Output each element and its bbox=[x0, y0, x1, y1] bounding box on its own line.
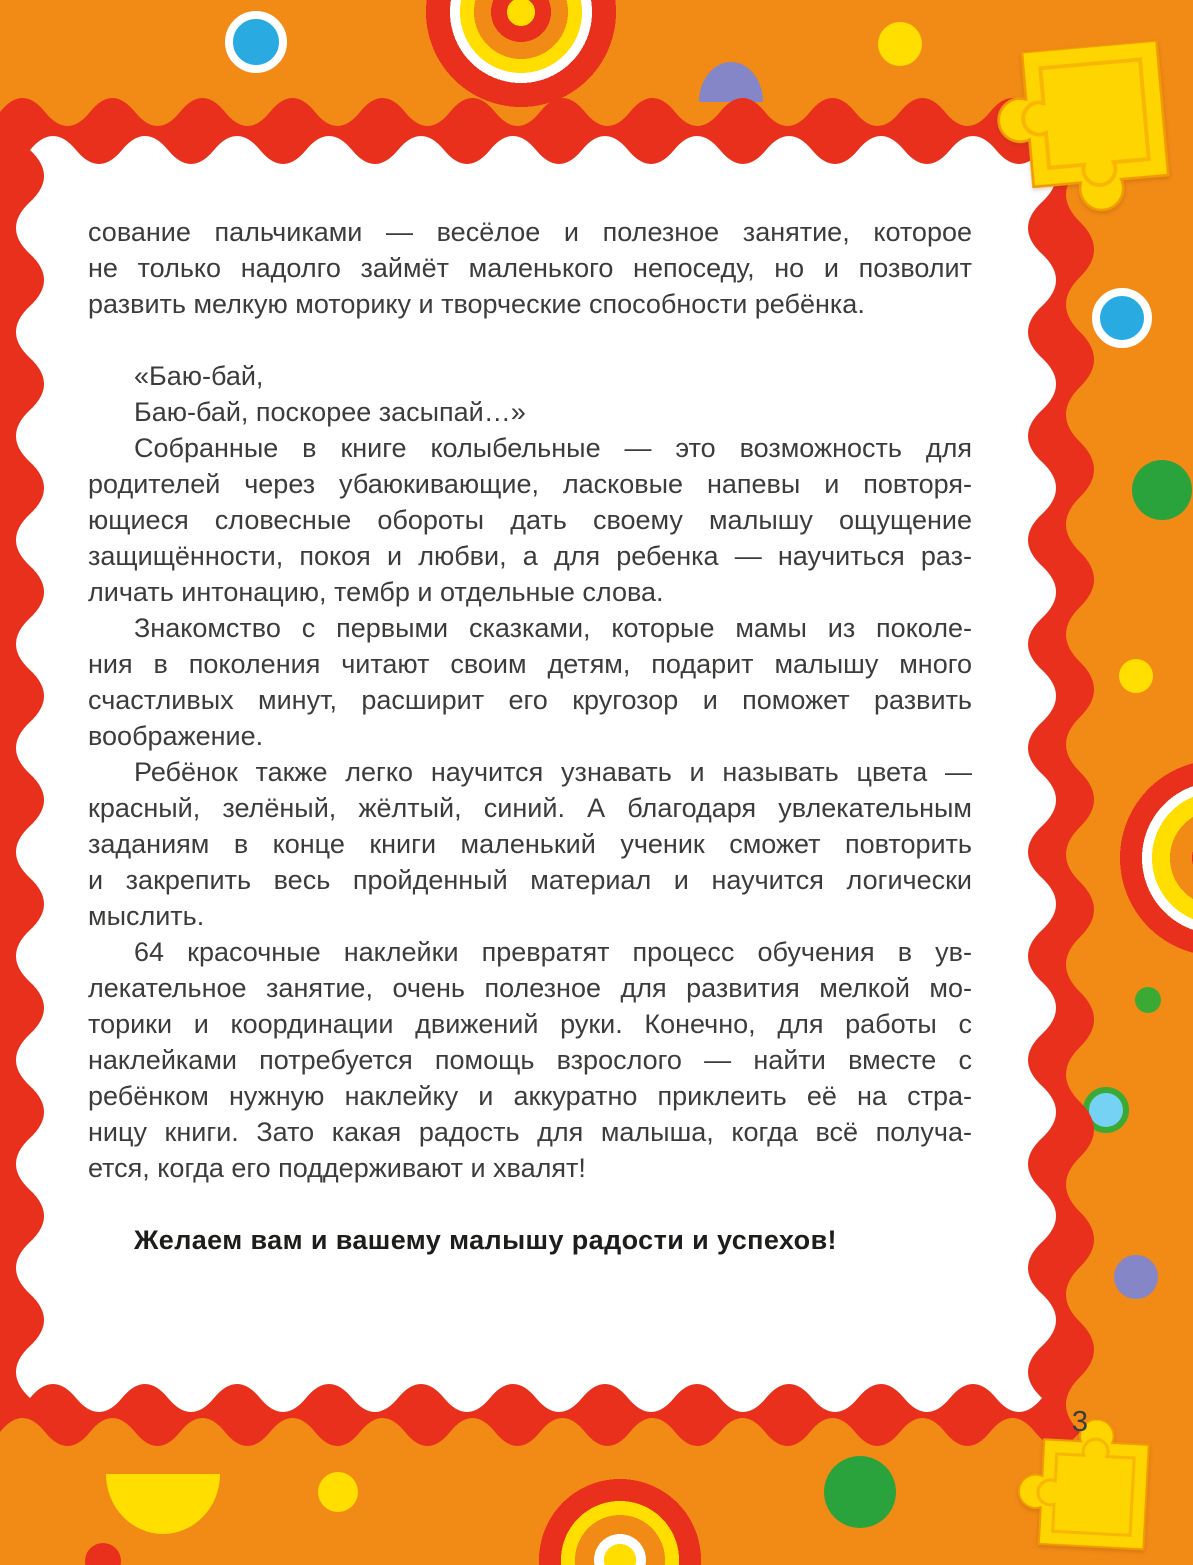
text-line: торики и координации движений руки. Конечно, для работы с bbox=[88, 1009, 972, 1039]
text-line: ется, когда его поддерживают и хвалят! bbox=[88, 1153, 586, 1183]
text-line: ницу книги. Зато какая радость для малыша, когда всё получа- bbox=[88, 1117, 972, 1147]
paragraph bbox=[88, 430, 972, 610]
text-line: заданиям в конце книги маленький ученик сможет повторить bbox=[88, 829, 972, 859]
text-line: воображение. bbox=[88, 721, 264, 751]
text-line: и закрепить весь пройденный материал и научится логически bbox=[88, 865, 972, 895]
paragraph bbox=[88, 754, 972, 934]
paragraph bbox=[88, 214, 972, 322]
text-line: Ребёнок также легко научится узнавать и называть цвета — bbox=[134, 757, 972, 787]
text-line: ребёнком нужную наклейку и аккуратно приклеить её на стра- bbox=[88, 1081, 972, 1111]
text-line: развить мелкую моторику и творческие способности ребёнка. bbox=[88, 289, 865, 319]
text-line: Собранные в книге колыбельные — это возможность для bbox=[134, 433, 972, 463]
text-line: счастливых минут, расширит его кругозор и поможет развить bbox=[88, 685, 972, 715]
paragraph bbox=[88, 610, 972, 754]
text-line: Знакомство с первыми сказками, которые мамы из поколе- bbox=[134, 613, 972, 643]
puzzle-piece-icon bbox=[968, 40, 1178, 225]
text-line: Желаем вам и вашему малышу радости и успехов! bbox=[134, 1225, 837, 1255]
text-line: защищённости, покоя и любви, а для ребенка — научиться раз- bbox=[88, 541, 972, 571]
text-line: Баю-бай, поскорее засыпай…» bbox=[134, 397, 526, 427]
text-line: наклейками потребуется помощь взрослого — найти вместе с bbox=[88, 1045, 972, 1075]
text-line: лекательное занятие, очень полезное для развития мелкой мо- bbox=[88, 973, 972, 1003]
text-line: личать интонацию, тембр и отдельные слова. bbox=[88, 577, 664, 607]
paragraph bbox=[88, 934, 972, 1186]
paragraph bbox=[88, 358, 972, 430]
text-line: «Баю-бай, bbox=[134, 361, 264, 391]
text-line: родителей через убаюкивающие, ласковые напевы и повторя- bbox=[88, 469, 972, 499]
text-line: красный, зелёный, жёлтый, синий. А благодаря увлекательным bbox=[88, 793, 972, 823]
page-number: 3 bbox=[1071, 1406, 1089, 1438]
page-text bbox=[88, 214, 972, 1258]
text-line: ющиеся словесные обороты дать своему малышу ощущение bbox=[88, 505, 972, 535]
text-line: 64 красочные наклейки превратят процесс обучения в ув- bbox=[134, 937, 972, 967]
text-line: не только надолго займёт маленького непоседу, но и позволит bbox=[88, 253, 972, 283]
paragraph bbox=[88, 1222, 972, 1258]
text-line: ния в поколения читают своим детям, подарит малышу много bbox=[88, 649, 972, 679]
text-line: сование пальчиками — весёлое и полезное занятие, которое bbox=[88, 217, 972, 247]
text-line: мыслить. bbox=[88, 901, 205, 931]
